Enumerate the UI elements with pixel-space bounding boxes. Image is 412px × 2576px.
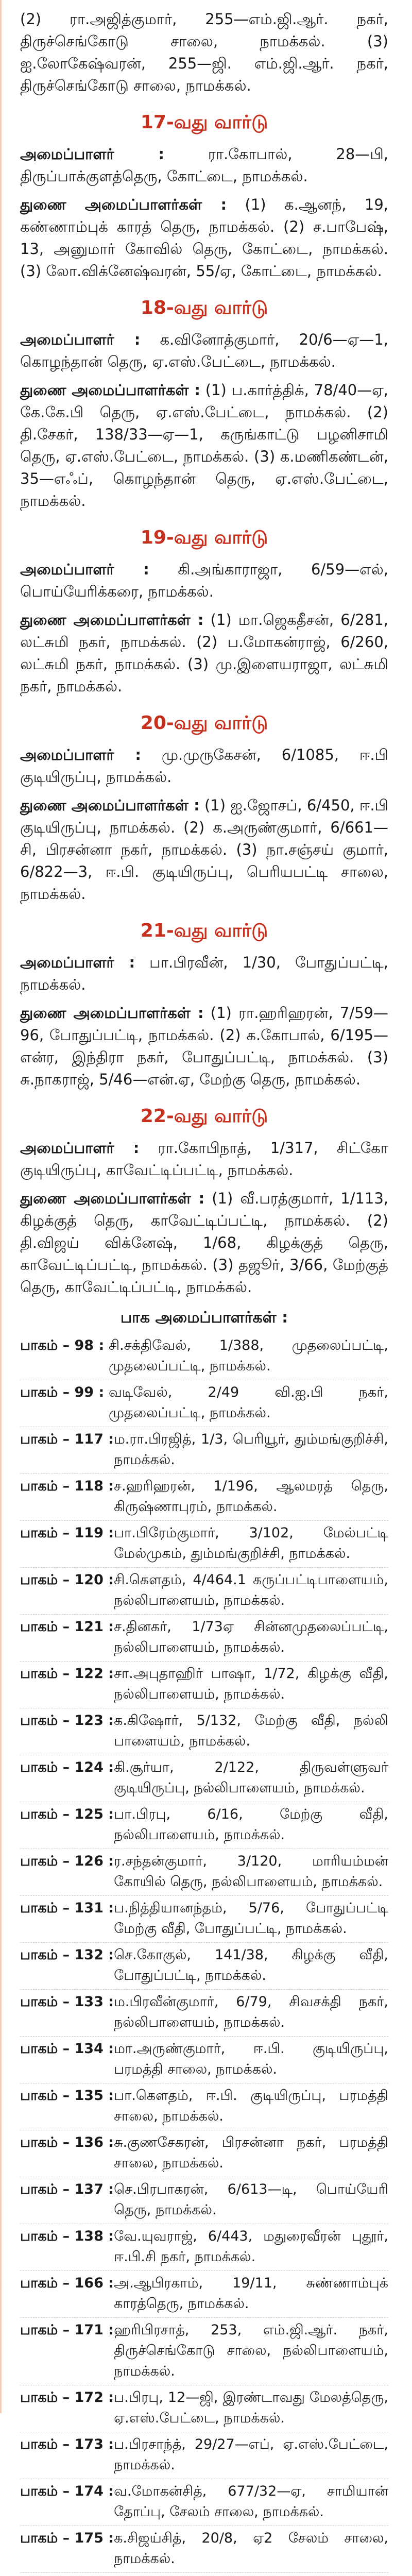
booth-row [20,2130,388,2177]
booth-row [20,1427,388,1474]
ward-deputies [20,609,388,698]
booth-organizer-name: பா.பிரேம்குமார், 3/102, மேல்பட்டி மேல்முகம், தும்மங்குறிச்சி, நாமக்கல். [114,1525,388,1562]
ward-deputies [20,194,388,282]
organizer-text: ரா.கோபிநாத், 1/317, சிட்கோ குடியிருப்பு, காவேட்டிப்பட்டி, நாமக்கல். [20,1139,388,1179]
booth-number: பாகம் – 137 : [20,2181,114,2197]
booth-organizer-name: கி.சூர்யா, 2/122, திருவள்ளுவர் குடியிருப்பு, நல்லிபாளையம், நாமக்கல். [114,1759,388,1796]
ward-deputies [20,1002,388,1091]
booth-row [20,1615,388,1662]
deputies-text: (1) ப.கார்த்திக், 78/40—ஏ, கே.கே.பி தெரு, ஏ.எஸ்.பேட்டை, நாமக்கல். (2) தி.சேகர், 138/33—ஏ—1, கருங்காட்டு பழனிசாமி தெரு, ஏ.எஸ்.பேட்டை, நாமக்கல். (3) க.மணிகண்டன், 35—எஃப், கொழந்தான் தெரு, ஏ.எஸ்.பேட்டை, நாமக்கல். [20,381,389,510]
booth-number: பாகம் – 120 : [20,1572,114,1588]
ward-heading: 18-வது வார்டு [140,297,268,318]
booth-number: பாகம் – 117 : [20,1431,114,1447]
booth-number: பாகம் – 124 : [20,1759,114,1775]
ward-heading: 17-வது வார்டு [140,112,268,133]
deputies-label: துணை அமைப்பாளர்கள் : [20,796,200,814]
booth-row [20,2479,388,2526]
booth-organizer-name: பா.கௌதம், ஈ.பி. குடியிருப்பு, பரமத்தி சாலை, நாமக்கல். [114,2088,388,2124]
booth-row [20,2573,388,2576]
organizer-label: அமைப்பாளர் : [20,746,141,764]
booth-organizer-name: வ.மோகன்சித், 677/32—ஏ, சாமியான் தோப்பு, சேலம் சாலை, நாமக்கல். [114,2483,388,2520]
booth-number: பாகம் – 171 : [20,2322,114,2338]
booth-organizer-name: செ.கோகுல், 141/38, கிழக்கு வீதி, போதுப்பட்டி, நாமக்கல். [114,1947,388,1984]
ward-17-section [20,110,388,282]
booth-number: பாகம் – 175 : [20,2530,114,2546]
booth-organizer-name: பா.பிரபு, 6/16, மேற்கு வீதி, நல்லிபாளையம், நாமக்கல். [114,1806,388,1843]
ward-organizer [20,744,388,788]
ward-heading: 21-வது வார்டு [140,920,268,941]
organizer-text: க.வினோத்குமார், 20/6—ஏ—1, கொழந்தான் தெரு, ஏ.எஸ்.பேட்டை, நாமக்கல். [20,331,388,370]
booth-number: பாகம் – 172 : [20,2389,114,2405]
deputies-text: (1) மா.ஜெகதீசன், 6/281, லட்சுமி நகர், நாமக்கல். (2) ப.மோகன்ராஜ், 6/260, லட்சுமி நகர், நாமக்கல். (3) மு.இளையராஜா, லட்சுமி நகர், நாமக்கல். [20,611,388,695]
organizer-label: அமைப்பாளர் : [20,1139,140,1157]
booth-organizer-name: சா.அபுதாஹிர் பாஷா, 1/72, கிழக்கு வீதி, நல்லிபாளையம், நாமக்கல். [114,1666,388,1702]
ward-20-section [20,711,388,905]
booth-number: பாகம் – 135 : [20,2088,114,2104]
booth-organizer-name: மா.அருண்குமார், ஈ.பி. குடியிருப்பு, பரமத்தி சாலை, நாமக்கல். [114,2041,388,2077]
booth-organizer-name: வடிவேல், 2/49 வி.ஐ.பி நகர், முதலைப்பட்டி, நாமக்கல். [109,1384,388,1421]
organizer-label: அமைப்பாளர் : [20,145,164,163]
booth-list [20,1333,388,2576]
booth-row [20,1755,388,1802]
deputies-label: துணை அமைப்பாளர்கள் : [20,196,227,213]
ward-deputies [20,794,388,905]
deputies-text: (1) ரா.ஹரிஹரன், 7/59—96, போதுப்பட்டி, நாமக்கல். (2) க.கோபால், 6/195—என்ர, இந்திரா நகர், போதுப்பட்டி, நாமக்கல். (3) சு.நாகராஜ், 5/46—என்.ஏ, மேற்கு தெரு, நாமக்கல். [20,1004,389,1088]
booth-number: பாகம் – 126 : [20,1853,114,1869]
booth-row [20,2224,388,2271]
booth-organizer-name: சு.குணசேகரன், பிரசன்னா நகர், பரமத்தி சாலை, நாமக்கல். [114,2134,388,2171]
organizer-text: ரா.கோபால், 28—பி, திருப்பாக்குளத்தெரு, கோட்டை, நாமக்கல். [20,145,389,185]
ward-organizer [20,329,388,373]
booth-row [20,1380,388,1427]
booth-row [20,2177,388,2224]
booth-number: பாகம் – 121 : [20,1619,114,1635]
organizer-label: அமைப்பாளர் : [20,561,149,578]
booth-row [20,1896,388,1943]
booth-organizer-name: சி.சக்திவேல், 1/388, முதலைப்பட்டி, முதலைப்பட்டி, நாமக்கல். [109,1337,388,1374]
booth-row [20,1662,388,1708]
booth-organizer-name: க.கிஷோர், 5/132, மேற்கு வீதி, நல்லி பாளையம், நாமக்கல். [114,1713,388,1749]
booth-organizer-name: செ.பிரபாகரன், 6/613—டி, பொய்யேரி தெரு, நாமக்கல். [114,2181,388,2218]
booth-row [20,2432,388,2479]
booth-organizer-name: ப.பிரசாந்த், 29/27—எப், ஏ.எஸ்.பேட்டை, நாமக்கல். [114,2436,388,2473]
booth-organizer-name: வே.யுவராஜ், 6/443, மதுரைவீரன் புதூர், ஈ.பி.சி நகர், நாமக்கல். [114,2228,388,2265]
ward-deputies [20,1188,388,1298]
booth-number: பாகம் – 98 : [20,1337,105,1353]
ward-22-section [20,1104,388,1298]
organizer-text: கி.அங்காராஜா, 6/59—எல், பொய்யேரிக்கரை, நாமக்கல். [20,561,388,600]
booth-number: பாகம் – 99 : [20,1384,105,1400]
booth-organizer-name: அ.ஆபிரகாம், 19/11, சுண்ணாம்புக் காரத்தெரு, நாமக்கல். [114,2275,388,2312]
booth-row [20,1708,388,1755]
booth-row [20,1802,388,1849]
booth-row [20,1474,388,1521]
ward-18-section [20,296,388,512]
booth-row [20,2271,388,2318]
booth-organizer-name: ம.பிரவீன்குமார், 6/79, சிவசக்தி நகர், நல்லிபாளையம், நாமக்கல். [114,1994,388,2030]
booth-number: பாகம் – 122 : [20,1666,114,1682]
intro-paragraph: (2) ரா.அஜித்குமார், 255—எம்.ஜி.ஆர். நகர், திருச்செங்கோடு சாலை, நாமக்கல். (3) ஐ.லோகேஷ்வரன், 255—ஜி. எம்.ஜி.ஆர். நகர், திருச்செங்கோடு சாலை, நாமக்கல். [20,10,388,94]
booth-organizer-name: ச.தினகர், 1/73ஏ சின்னமுதலைப்பட்டி, நல்லிபாளையம், நாமக்கல். [114,1619,388,1655]
booth-number: பாகம் – 132 : [20,1947,114,1963]
booth-number: பாகம் – 119 : [20,1525,114,1541]
booth-number: பாகம் – 174 : [20,2483,114,2499]
ward-19-section [20,526,388,698]
booth-number: பாகம் – 134 : [20,2041,114,2057]
organizer-label: அமைப்பாளர் : [20,954,135,971]
organizer-label: அமைப்பாளர் : [20,331,141,348]
booth-row [20,1943,388,1990]
booth-row [20,2083,388,2130]
booth-number: பாகம் – 166 : [20,2275,114,2291]
booth-row [20,2037,388,2083]
booth-row [20,1568,388,1615]
ward-heading: 22-வது வார்டு [140,1106,268,1127]
booth-row [20,1333,388,1380]
booth-organizer-name: ம.ரா.பிரஜித், 1/3, பெரியூர், தும்மங்குறிச்சி, நாமக்கல். [114,1431,388,1468]
booth-number: பாகம் – 138 : [20,2228,114,2244]
booth-number: பாகம் – 133 : [20,1994,114,2010]
ward-organizer [20,143,388,188]
deputies-text: (1) ஐ.ஜோசப், 6/450, ஈ.பி குடியிருப்பு, நாமக்கல். (2) க.அருண்குமார், 6/661—சி, பிரசன்னா நகர், நாமக்கல். (3) நா.சஞ்சய் குமார், 6/822—3, ஈ.பி. குடியிருப்பு, பெரியபட்டி சாலை, நாமக்கல். [20,796,389,903]
booth-row [20,2526,388,2573]
ward-organizer [20,952,388,996]
booth-number: பாகம் – 173 : [20,2436,114,2452]
ward-organizer [20,558,388,603]
booth-organizer-name: க.சிஜய்சித், 20/8, ஏ2 சேலம் சாலை, நாமக்கல். [114,2530,388,2567]
booth-organizers-section [20,1307,388,2576]
ward-deputies [20,379,388,512]
booth-section-title: பாக அமைப்பாளர்கள் : [120,1309,288,1327]
ward-organizer [20,1137,388,1181]
booth-organizer-name: ப.நித்தியானந்தம், 5/76, போதுப்பட்டி மேற்கு வீதி, போதுப்பட்டி, நாமக்கல். [114,1900,388,1937]
booth-number: பாகம் – 123 : [20,1713,114,1728]
booth-row [20,2385,388,2432]
booth-row [20,1849,388,1896]
deputies-text: (1) க.ஆனந், 19, கண்ணாம்புக் காரத் தெரு, நாமக்கல். (2) ச.பாபேஷ், 13, அனுமார் கோவில் தெரு, கோட்டை, நாமக்கல். (3) லோ.விக்னேஷ்வரன், 55/ஏ, கோட்டை, நாமக்கல். [20,196,389,280]
booth-organizer-name: ஹரிபிரசாத், 253, எம்.ஜி.ஆர். நகர், திருச்செங்கோடு சாலை, நல்லிபாளையம், நாமக்கல். [114,2322,388,2379]
booth-number: பாகம் – 125 : [20,1806,114,1822]
booth-organizer-name: ச.ஹரிஹரன், 1/196, ஆலமரத் தெரு, கிருஷ்ணாபுரம், நாமக்கல். [114,1478,388,1515]
ward-heading: 20-வது வார்டு [140,713,268,734]
deputies-label: துணை அமைப்பாளர்கள் : [20,381,200,399]
organizer-text: பா.பிரவீன், 1/30, போதுப்பட்டி, நாமக்கல். [20,954,388,993]
booth-row [20,1990,388,2037]
deputies-label: துணை அமைப்பாளர்கள் : [20,611,204,629]
booth-organizer-name: சி.கௌதம், 4/464.1 கருப்பட்டிபாளையம், நல்லிபாளையம், நாமக்கல். [114,1572,388,1608]
ward-21-section [20,919,388,1091]
booth-number: பாகம் – 131 : [20,1900,114,1916]
booth-row [20,2318,388,2385]
ward-heading: 19-வது வார்டு [140,527,268,548]
booth-organizer-name: ப.பிரபு, 12—ஜி, இரண்டாவது மேலத்தெரு, ஏ.எஸ்.பேட்டை, நாமக்கல். [114,2389,388,2426]
booth-organizer-name: ர.சந்தன்குமார், 3/120, மாரியம்மன் கோயில் தெரு, நல்லிபாளையம், நாமக்கல். [114,1853,388,1890]
deputies-text: (1) வீ.பரத்குமார், 1/113, கிழக்குத் தெரு, காவேட்டிப்பட்டி, நாமக்கல். (2) தி.விஜய் விக்னேஷ், 1/68, கிழக்குத் தெரு, காவேட்டிப்பட்டி, நாமக்கல். (3) தஜூர், 3/66, மேற்குத் தெரு, காவேட்டிப்பட்டி, நாமக்கல். [20,1190,388,1296]
booth-number: பாகம் – 118 : [20,1478,114,1494]
booth-row [20,1521,388,1568]
organizer-text: மு.முருகேசன், 6/1085, ஈ.பி குடியிருப்பு, நாமக்கல். [20,746,388,786]
deputies-label: துணை அமைப்பாளர்கள் : [20,1190,205,1207]
deputies-label: துணை அமைப்பாளர்கள் : [20,1004,204,1022]
booth-number: பாகம் – 136 : [20,2134,114,2150]
